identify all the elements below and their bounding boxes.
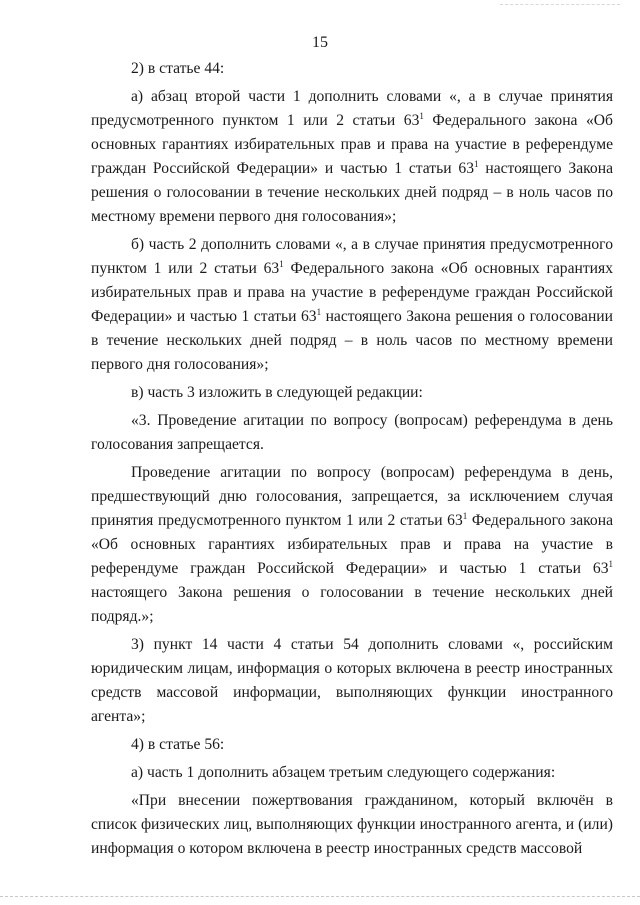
- scan-artifact-bottom: [0, 896, 640, 899]
- paragraph: 4) в статье 56:: [131, 736, 225, 753]
- document-body: [91, 57, 613, 865]
- paragraph: в) часть 3 изложить в следующей редакции:: [131, 384, 423, 401]
- paragraph: «При внесении пожертвования гражданином, который включён в список физических лиц, выполняющих функции иностранного агента, и (или) информация о котором включена в реестр иностранных средств массовой: [91, 792, 613, 857]
- paragraph: 3) пункт 14 части 4 статьи 54 дополнить словами «, российским юридическим лицам, информация о которых включена в реестр иностранных средств массовой информации, выполняющих функции иностранного агента»;: [91, 636, 613, 725]
- paragraph: «3. Проведение агитации по вопросу (вопросам) референдума в день голосования запрещается.: [91, 412, 613, 453]
- scan-artifact-top: [500, 4, 620, 6]
- page-number: 15: [312, 34, 328, 51]
- paragraph: б) часть 2 дополнить словами «, а в случае принятия предусмотренного пунктом 1 или 2 статьи $63^1$ Федерального закона «Об основных гарантиях избирательных прав и права на участие в референдуме граждан Российской Федерации» и частью 1 статьи $63^1$ настоящего Закона решения о голосовании в течение нескольких дней подряд – в ноль часов по местному времени первого дня голосования»;: [91, 236, 613, 373]
- paragraph: а) абзац второй части 1 дополнить словами «, а в случае принятия предусмотренного пунктом 1 или 2 статьи $63^1$ Федерального закона «Об основных гарантиях избирательных прав и права на участие в референдуме граждан Российской Федерации» и частью 1 статьи $63^1$ настоящего Закона решения о голосовании в течение нескольких дней подряд – в ноль часов по местному времени первого дня голосования»;: [91, 88, 613, 225]
- paragraph: 2) в статье 44:: [131, 60, 225, 77]
- paragraph: Проведение агитации по вопросу (вопросам) референдума в день, предшествующий дню голосования, запрещается, за исключением случая принятия предусмотренного пунктом 1 или 2 статьи $63^1$ Федерального закона «Об основных гарантиях избирательных прав и права на участие в референдуме граждан Российской Федерации» и частью 1 статьи $63^1$ настоящего Закона решения о голосовании в течение нескольких дней подряд.»;: [91, 464, 613, 625]
- paragraph: а) часть 1 дополнить абзацем третьим следующего содержания:: [131, 764, 556, 781]
